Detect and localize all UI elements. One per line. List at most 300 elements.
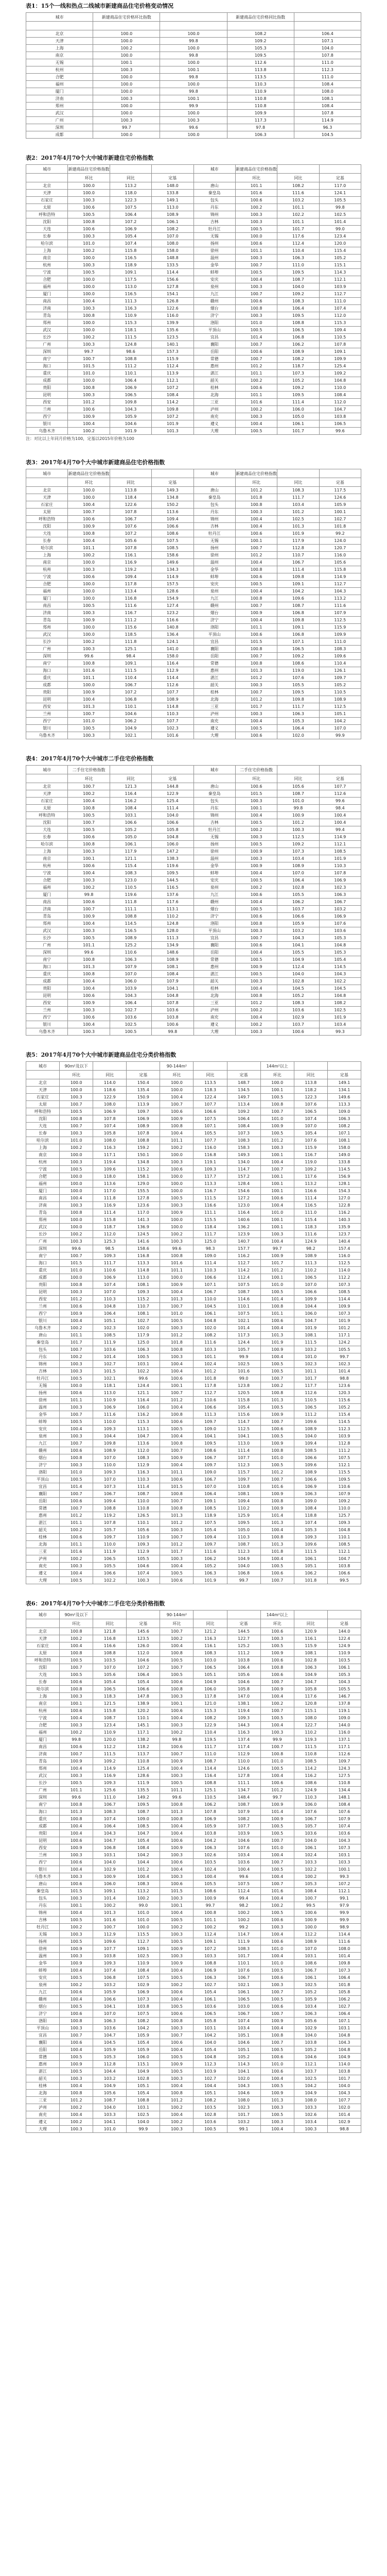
table-cell: 111.0 <box>294 74 361 81</box>
table-cell: 100.9 <box>60 2061 93 2068</box>
table-cell: 156.9 <box>327 1173 361 1180</box>
table-cell: 106.6 <box>93 1996 127 2003</box>
table-cell: 110.0 <box>327 1505 361 1512</box>
table-cell: 100.0 <box>60 1274 93 1281</box>
column-subheader: 同比 <box>294 1071 327 1079</box>
table-cell: 100.7 <box>60 2032 93 2039</box>
table-cell: 135.5 <box>127 1787 160 1794</box>
table-cell: 锦州 <box>26 1361 60 1368</box>
table-row <box>26 1375 361 1382</box>
table-cell: 108.5 <box>327 1541 361 1548</box>
table-cell: 114.7 <box>227 1166 260 1173</box>
table-cell: 99.1 <box>227 2126 260 2133</box>
table-cell: 106.6 <box>194 1274 227 1281</box>
table-cell: 100.0 <box>68 190 110 197</box>
table-cell: 银川 <box>26 1021 68 1028</box>
table-cell: 114.2 <box>227 1267 260 1274</box>
table-cell: 103.5 <box>93 1657 127 1664</box>
table-cell: 113.0 <box>127 1274 160 1281</box>
table-cell: 106.9 <box>127 1115 160 1123</box>
table-cell: 106.2 <box>277 341 319 348</box>
table-cell: 106.6 <box>294 1289 327 1296</box>
table-cell: 101.4 <box>235 334 277 341</box>
table-cell: 合肥 <box>26 276 68 283</box>
table-row <box>26 1454 361 1462</box>
table-row <box>26 1238 361 1245</box>
table-cell: 深圳 <box>26 1245 60 1252</box>
table-cell: 100.7 <box>160 1498 194 1505</box>
table-cell: 105.0 <box>110 834 151 841</box>
table-cell: 102.7 <box>194 1981 227 1989</box>
table-cell: 105.0 <box>277 413 319 420</box>
table-cell: 宜昌 <box>194 935 235 942</box>
table-cell: 108.3 <box>127 1454 160 1462</box>
table-cell: 159.2 <box>127 1144 160 1151</box>
table-cell: 106.0 <box>294 1801 327 1808</box>
table-cell: 115.1 <box>294 1707 327 1715</box>
table-cell: 99.6 <box>60 1794 93 1801</box>
table-cell: 116.4 <box>110 790 151 798</box>
table-cell: 158.0 <box>152 653 194 660</box>
column-header <box>110 766 151 774</box>
table-cell: 105.1 <box>319 710 361 718</box>
table-cell: 100.9 <box>260 1411 294 1418</box>
table-cell: 100.6 <box>277 1028 319 1036</box>
table-cell: 106.4 <box>110 377 151 384</box>
table-cell: 100.1 <box>60 1902 93 1909</box>
table-cell: 银川 <box>26 1317 60 1325</box>
table-cell: 101.1 <box>194 1353 227 1361</box>
table-cell: 100.1 <box>68 855 110 862</box>
table-row <box>26 581 361 588</box>
table-cell: 100.0 <box>93 74 160 81</box>
table-cell: 158.1 <box>127 1173 160 1180</box>
table-cell: 平顶山 <box>26 1476 60 1483</box>
table-cell: 107.4 <box>93 1816 127 1823</box>
table-cell: 100.5 <box>260 1368 294 1375</box>
table-cell: 106.3 <box>294 1490 327 1498</box>
column-subheader: 环比 <box>68 174 110 182</box>
table-cell: 117.8 <box>194 1693 227 1700</box>
table-cell: 大理 <box>194 1028 235 1036</box>
column-subheader: 同比 <box>277 478 319 487</box>
column-header: 城市 <box>26 165 68 174</box>
table-cell: 100.5 <box>194 2126 227 2133</box>
table-cell: 101.7 <box>60 1339 93 1346</box>
table-cell: 114.9 <box>319 573 361 581</box>
table-cell: 105.5 <box>277 682 319 689</box>
table-cell: 114.6 <box>227 1296 260 1303</box>
table-cell: 105.2 <box>319 255 361 262</box>
table-cell: 宜昌 <box>26 2032 60 2039</box>
table-cell: 111.2 <box>110 363 151 370</box>
table-cell: 100.6 <box>260 1628 294 1635</box>
table-cell: 100.6 <box>235 384 277 392</box>
table-row <box>26 718 361 725</box>
table-cell: 109.5 <box>127 1801 160 1808</box>
table-cell: 103.8 <box>227 1657 260 1664</box>
table-cell: 赣州 <box>26 1447 60 1454</box>
table-cell: 101.3 <box>260 1541 294 1548</box>
table-cell: 106.4 <box>277 877 319 884</box>
table-cell: 99.9 <box>127 2126 160 2133</box>
table-cell: 101.1 <box>194 1917 227 1924</box>
table-cell: 南充 <box>26 1563 60 1570</box>
table-cell: 100.5 <box>160 2068 194 2075</box>
table-row <box>26 1498 361 1505</box>
table-cell: 101.3 <box>160 1512 194 1519</box>
table-cell: 杭州 <box>26 66 93 74</box>
table-cell: 124.8 <box>152 920 194 927</box>
table-cell: 100.9 <box>260 2018 294 2025</box>
table-cell: 100.3 <box>93 66 160 74</box>
table-cell: 108.0 <box>294 1715 327 1722</box>
table-cell: 109.2 <box>227 38 294 45</box>
table-cell: 108.2 <box>277 355 319 363</box>
table-cell: 144.0 <box>327 1628 361 1635</box>
table-cell: 青岛 <box>26 312 68 319</box>
table-cell: 100.3 <box>60 1159 93 1166</box>
table-cell: 100.5 <box>60 1108 93 1115</box>
table-cell: 101.1 <box>235 392 277 399</box>
table-cell: 109.1 <box>194 1498 227 1505</box>
table-cell: 107.7 <box>194 1137 227 1144</box>
table-cell: 101.0 <box>277 798 319 805</box>
table-cell: 106.5 <box>93 1686 127 1693</box>
table-cell: 西宁 <box>26 1310 60 1317</box>
table-cell: 108.6 <box>294 1960 327 1967</box>
table-cell: 109.2 <box>294 1166 327 1173</box>
table-cell: 111.4 <box>152 805 194 812</box>
table-cell: 105.6 <box>93 1671 127 1679</box>
subheader-row <box>26 1619 361 1628</box>
table-row <box>26 319 361 327</box>
table-cell: 112.7 <box>227 1260 260 1267</box>
table-cell: 121.0 <box>194 1700 227 1707</box>
table-cell: 成都 <box>26 1274 60 1281</box>
table-cell: 148.7 <box>227 1079 260 1087</box>
table-cell: 104.4 <box>194 2082 227 2090</box>
table-cell: 广州 <box>26 117 93 124</box>
table-cell: 107.5 <box>152 537 194 545</box>
table-cell: 石家庄 <box>26 197 68 204</box>
table-cell: 117.8 <box>194 1382 227 1389</box>
table-cell: 108.0 <box>294 88 361 95</box>
table-cell: 102.0 <box>227 2075 260 2082</box>
table-cell: 南昌 <box>26 602 68 609</box>
table-cell: 北海 <box>194 696 235 703</box>
table-cell: 贵阳 <box>26 689 68 696</box>
table-cell: 100.3 <box>93 117 160 124</box>
table-cell: 109.4 <box>294 1440 327 1447</box>
table-cell: 111.0 <box>194 1751 227 1758</box>
table-cell: 103.4 <box>294 2003 327 2010</box>
column-header <box>319 766 361 774</box>
table-cell: 107.5 <box>227 1310 260 1317</box>
table-cell: 101.4 <box>260 1512 294 1519</box>
table-cell: 103.9 <box>327 1433 361 1440</box>
table-cell: 102.6 <box>294 2111 327 2119</box>
table-cell: 112.1 <box>327 1462 361 1469</box>
table-cell: 大理 <box>26 1577 60 1584</box>
table-cell: 丹东 <box>26 1353 60 1361</box>
table-row <box>26 204 361 211</box>
table-cell: 100.9 <box>68 689 110 696</box>
table-cell: 113.3 <box>127 1260 160 1267</box>
table-cell: 102.5 <box>294 2075 327 2082</box>
table-cell: 100.3 <box>260 1924 294 1931</box>
table-row <box>26 262 361 269</box>
table-cell: 呼和浩特 <box>26 1657 60 1664</box>
table-cell: 99.7 <box>227 1577 260 1584</box>
table-cell: 101.1 <box>235 182 277 190</box>
table-cell: 常德 <box>194 660 235 667</box>
table-cell: 济南 <box>26 305 68 312</box>
table-cell: 100.5 <box>160 1195 194 1202</box>
table-cell: 天津 <box>26 38 93 45</box>
table-cell: 100.4 <box>160 1823 194 1830</box>
table-cell: 110.7 <box>127 1303 160 1310</box>
table-cell: 三亚 <box>26 2097 60 2104</box>
table-cell: 103.5 <box>194 2104 227 2111</box>
table4-title: 表4：2017年4月70个大中城市二手住宅价格指数 <box>26 755 154 762</box>
column-header: 城市 <box>26 1062 60 1071</box>
table-cell: 109.5 <box>277 312 319 319</box>
table-cell: 湛江 <box>194 674 235 682</box>
table-cell: 100.5 <box>160 1570 194 1577</box>
table-cell: 合肥 <box>26 877 68 884</box>
table-cell: 112.4 <box>227 1274 260 1281</box>
table4-section <box>0 753 387 1036</box>
table-row <box>26 1960 361 1967</box>
table-cell: 100.6 <box>260 1671 294 1679</box>
table-cell: 104.1 <box>277 942 319 949</box>
table-cell: 青岛 <box>26 913 68 920</box>
table-cell: 100.5 <box>60 1476 93 1483</box>
table-cell: 103.6 <box>294 1830 327 1837</box>
table-cell: 100.5 <box>260 2046 294 2054</box>
table-cell: 韶关 <box>26 2075 60 2082</box>
table-row <box>26 1209 361 1216</box>
table1 <box>26 12 361 139</box>
table-cell: 104.1 <box>93 2003 127 2010</box>
table-cell: 108.8 <box>93 1505 127 1512</box>
table-cell: 120.7 <box>319 545 361 552</box>
table-cell: 100.1 <box>260 1188 294 1195</box>
table-cell: 105.4 <box>127 2039 160 2046</box>
table-cell: 103.6 <box>227 1859 260 1866</box>
table-cell: 南昌 <box>26 1195 60 1202</box>
table-cell: 100.4 <box>160 1866 194 1873</box>
table-cell: 100.9 <box>260 2090 294 2097</box>
table-cell: 106.0 <box>277 406 319 413</box>
table-cell: 105.3 <box>277 718 319 725</box>
table-cell: 长春 <box>26 537 68 545</box>
column-header: 144m²以上 <box>260 1611 294 1619</box>
table-cell: 北海 <box>194 392 235 399</box>
table-cell: 112.4 <box>227 1888 260 1895</box>
table-cell: 111.9 <box>227 1938 260 1945</box>
table-cell: 99.7 <box>260 1245 294 1252</box>
table-cell: 102.5 <box>294 1981 327 1989</box>
table-cell: 100.2 <box>68 334 110 341</box>
table-cell: 135.4 <box>127 1087 160 1094</box>
table-cell: 108.7 <box>127 1808 160 1816</box>
table-cell: 101.0 <box>60 1469 93 1476</box>
table-cell: 100.3 <box>60 1368 93 1375</box>
table-cell: 100.2 <box>260 1382 294 1389</box>
table-cell: 牡丹江 <box>26 1375 60 1382</box>
table-cell: 100.4 <box>160 1289 194 1296</box>
table-cell: 西宁 <box>26 718 68 725</box>
table-cell: 103.4 <box>227 2025 260 2032</box>
table-cell: 155.5 <box>127 1188 160 1195</box>
table-cell: 100.3 <box>60 1563 93 1570</box>
table-cell: 106.5 <box>294 1404 327 1411</box>
table-cell: 99.8 <box>160 38 227 45</box>
table-cell: 100.7 <box>260 2010 294 2018</box>
table-cell: 101.3 <box>68 963 110 971</box>
table-cell: 99.9 <box>260 1736 294 1743</box>
table-cell: 121.2 <box>194 1628 227 1635</box>
table-cell: 100.6 <box>260 1917 294 1924</box>
table-cell: 104.1 <box>194 1433 227 1440</box>
table-cell: 101.7 <box>327 2075 361 2082</box>
table-row <box>26 602 361 609</box>
table-cell: 100.7 <box>260 1859 294 1866</box>
table-row <box>26 1289 361 1296</box>
table-cell: 烟台 <box>26 2003 60 2010</box>
table-row <box>26 819 361 826</box>
table-cell: 108.6 <box>152 530 194 537</box>
table-cell: 107.0 <box>194 1483 227 1490</box>
table-cell: 101.0 <box>260 1844 294 1852</box>
table-cell: 100.0 <box>68 595 110 602</box>
table-cell: 106.7 <box>319 899 361 906</box>
table-cell: 100.5 <box>260 1830 294 1837</box>
table-cell: 100.6 <box>68 834 110 841</box>
table-cell: 100.0 <box>160 1188 194 1195</box>
table-cell: 100.7 <box>68 509 110 516</box>
table-cell: 107.6 <box>294 1101 327 1108</box>
table-cell: 100.4 <box>194 1873 227 1880</box>
table-cell: 109.1 <box>127 1945 160 1953</box>
table-cell: 100.4 <box>235 617 277 624</box>
table-cell: 呼和浩特 <box>26 211 68 218</box>
table-cell: 100.6 <box>260 2054 294 2061</box>
table-cell: 100.2 <box>68 247 110 255</box>
table-cell: 111.2 <box>110 617 151 624</box>
table-cell: 117.6 <box>294 1173 327 1180</box>
table-cell: 118.7 <box>277 363 319 370</box>
table-cell: 118.3 <box>194 1087 227 1094</box>
table-cell: 金华 <box>194 566 235 573</box>
table-cell: 100.6 <box>60 1743 93 1751</box>
table-cell: 110.3 <box>152 710 194 718</box>
table-cell: 110.8 <box>227 103 294 110</box>
table-cell: 昆明 <box>26 392 68 399</box>
table-cell: 114.4 <box>194 1765 227 1772</box>
table-row <box>26 942 361 949</box>
table-cell: 100.0 <box>160 81 227 88</box>
table-cell: 109.8 <box>277 573 319 581</box>
table-cell: 安庆 <box>194 877 235 884</box>
column-header <box>277 165 319 174</box>
table-cell: 117.8 <box>110 581 151 588</box>
table-cell: 100.4 <box>60 1996 93 2003</box>
table-cell: 110.0 <box>127 1498 160 1505</box>
table-cell: 116.7 <box>294 1151 327 1159</box>
table-cell: 100.8 <box>194 1909 227 1917</box>
table-cell: 107.4 <box>319 305 361 312</box>
table-cell: 105.1 <box>93 1317 127 1325</box>
table-cell: 106.8 <box>93 1844 127 1852</box>
table-row <box>26 530 361 537</box>
table-cell: 100.8 <box>60 1115 93 1123</box>
table-cell: 100.3 <box>160 1555 194 1563</box>
table-cell: 108.1 <box>294 1650 327 1657</box>
table-cell: 105.5 <box>327 1686 361 1693</box>
table-cell: 100.4 <box>160 1909 194 1917</box>
table-cell: 140.4 <box>327 1238 361 1245</box>
table-cell: 101.4 <box>319 218 361 226</box>
table-cell: 103.2 <box>93 1981 127 1989</box>
table-row <box>26 1873 361 1880</box>
table-cell: 100.5 <box>110 1028 151 1036</box>
table-cell: 109.2 <box>277 384 319 392</box>
table-cell: 101.9 <box>319 1014 361 1021</box>
table-cell: 118.3 <box>93 1693 127 1700</box>
table-cell: 108.9 <box>277 348 319 355</box>
table-cell: 100.6 <box>60 1303 93 1310</box>
table-cell: 101.8 <box>327 1981 361 1989</box>
table-cell: 深圳 <box>26 1794 60 1801</box>
table-cell: 107.7 <box>194 1101 227 1108</box>
table-row <box>26 1996 361 2003</box>
table-cell: 100.4 <box>127 1873 160 1880</box>
table-cell: 107.9 <box>327 1490 361 1498</box>
table-cell: 121.3 <box>110 783 151 790</box>
table-cell: 116.8 <box>127 1252 160 1260</box>
table-cell: 99.7 <box>68 348 110 355</box>
table-cell: 100.4 <box>260 1953 294 1960</box>
table-row <box>26 2039 361 2046</box>
column-subheader <box>93 22 160 30</box>
table-row <box>26 1353 361 1361</box>
table-cell: 100.4 <box>235 420 277 428</box>
table-cell: 100.3 <box>60 1772 93 1780</box>
table-cell: 西安 <box>26 999 68 1007</box>
table-cell: 重庆 <box>26 1267 60 1274</box>
table-cell: 100.7 <box>260 2039 294 2046</box>
table-cell: 遵义 <box>26 2119 60 2126</box>
column-subheader: 同比 <box>93 1619 127 1628</box>
table-cell: 100.4 <box>160 1094 194 1101</box>
table-cell: 襄阳 <box>194 646 235 653</box>
table-cell: 106.4 <box>110 211 151 218</box>
table-cell: 100.0 <box>160 1151 194 1159</box>
table-row <box>26 1794 361 1801</box>
table-cell: 110.1 <box>110 370 151 377</box>
table-cell: 青岛 <box>26 617 68 624</box>
table1-title: 表1：15个一线和热点二线城市新建商品住宅价格变动情况 <box>26 3 173 9</box>
table-cell: 101.6 <box>260 1888 294 1895</box>
table-cell: 104.6 <box>227 2090 260 2097</box>
table-cell: 99.3 <box>327 1873 361 1880</box>
table-cell: 118.1 <box>110 327 151 334</box>
table-cell: 100.7 <box>160 2032 194 2039</box>
table-cell: 100.4 <box>260 1873 294 1880</box>
